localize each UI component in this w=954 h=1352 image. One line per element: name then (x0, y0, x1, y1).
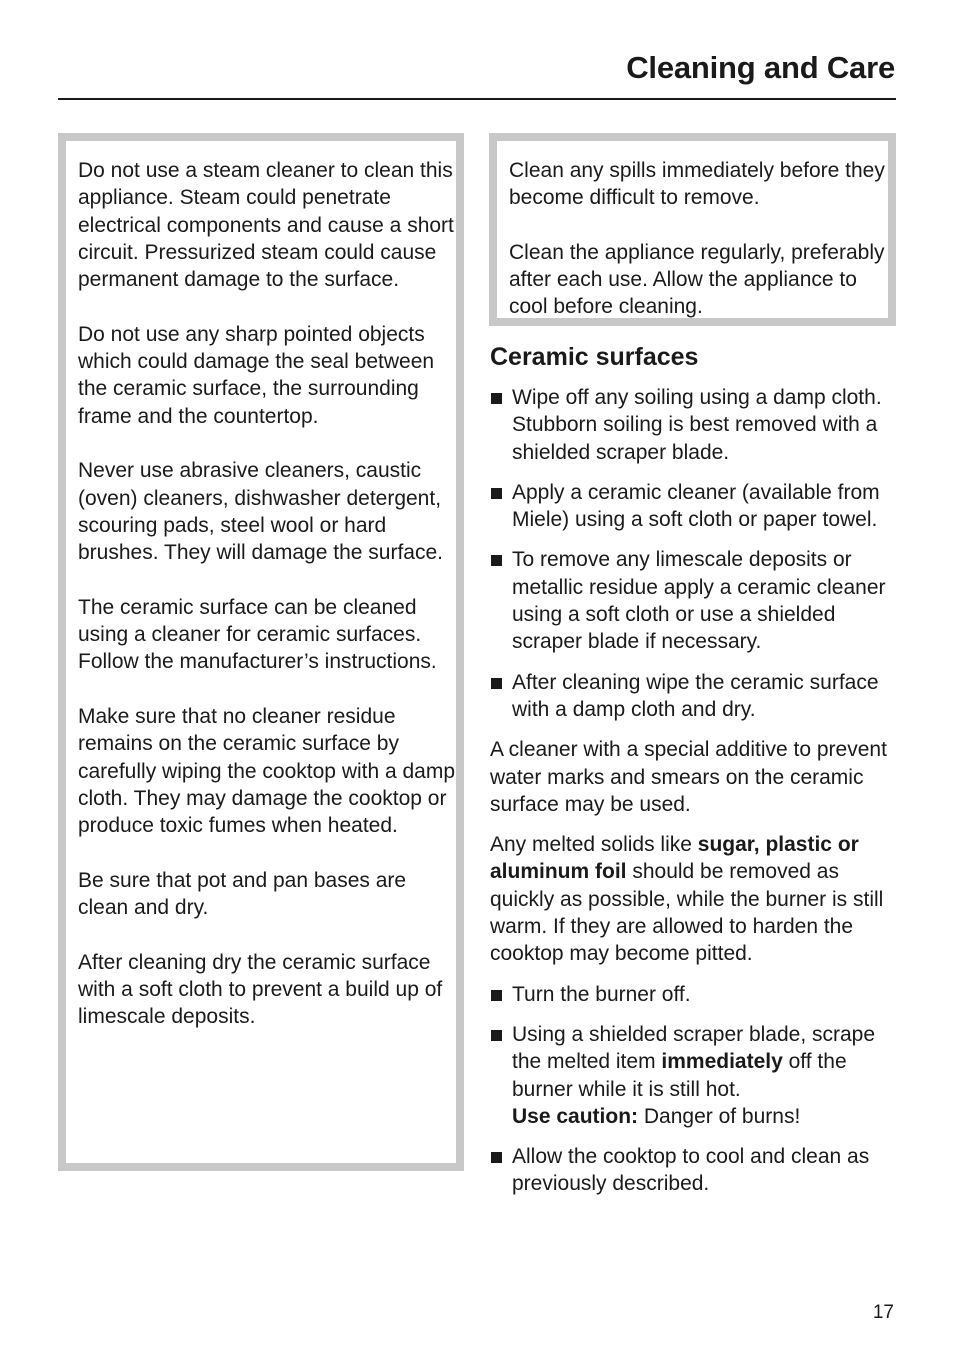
warning-paragraph: Be sure that pot and pan bases are clean and dry. (78, 868, 407, 920)
square-bullet-icon (491, 1152, 502, 1163)
melted-text-2: should be removed as quickly as possible, while the burner is still warm. If they are allowed to harden the cooktop may become pitted. (490, 860, 884, 966)
page-number: 17 (872, 1302, 894, 1323)
scrape-bold-immediately: immediately (661, 1050, 783, 1074)
melted-bold-materials: sugar, plastic or aluminum foil (490, 833, 859, 884)
bullet-list (490, 384, 900, 723)
list-item-text: Allow the cooktop to cool and clean as previously described. (512, 1145, 870, 1196)
warning-box (58, 133, 464, 1171)
list-item (490, 981, 900, 1008)
list-item-text: Apply a ceramic cleaner (available from Miele) using a soft cloth or paper towel. (512, 480, 880, 532)
list-item (490, 384, 900, 466)
square-bullet-icon (491, 555, 502, 566)
list-item-text: After cleaning wipe the ceramic surface with a damp cloth and dry. (512, 670, 879, 721)
list-item-text: To remove any limescale deposits or metallic residue apply a ceramic cleaner using a soft cloth or use a shielded scraper blade if necessary. (512, 548, 886, 654)
warning-paragraph: Never use abrasive cleaners, caustic (oven) cleaners, dishwasher detergent, scouring pads, steel wool or hard brushes. They will damage the surface. (78, 459, 443, 565)
square-bullet-icon (491, 1030, 502, 1041)
tip-paragraph: Clean the appliance regularly, preferably after each use. Allow the appliance to cool before cleaning. (509, 240, 885, 319)
page-title: Cleaning and Care (626, 50, 895, 85)
list-item (490, 546, 900, 655)
melted-solids-paragraph (490, 831, 900, 967)
square-bullet-icon (491, 393, 502, 404)
square-bullet-icon (491, 990, 502, 1001)
melted-text-1: Any melted solids like (490, 833, 698, 857)
list-item-text: Wipe off any soiling using a damp cloth. Stubborn soiling is best removed with a shielded scraper blade. (512, 386, 882, 464)
scrape-text-2: off the burner while it is still hot. (512, 1050, 847, 1101)
scrape-text-1: Using a shielded scraper blade, scrape the melted item (512, 1022, 876, 1074)
list-item (490, 1143, 900, 1198)
list-item (490, 1021, 900, 1130)
caution-text: Danger of burns! (638, 1104, 801, 1128)
list-item-text: Turn the burner off. (512, 982, 691, 1006)
header-rule (58, 98, 896, 100)
section-heading: Ceramic surfaces (490, 343, 699, 371)
warning-paragraph: Do not use a steam cleaner to clean this appliance. Steam could penetrate electrical components and cause a short circuit. Pressurized steam could cause permanent damage to the surface. (78, 159, 454, 292)
list-item (490, 479, 900, 534)
bullet-list (490, 981, 900, 1198)
warning-paragraph: After cleaning dry the ceramic surface with a soft cloth to prevent a build up of limescale deposits. (78, 950, 443, 1029)
square-bullet-icon (491, 678, 502, 689)
warning-paragraph: Make sure that no cleaner residue remains on the ceramic surface by carefully wiping the cooktop with a damp cloth. They may damage the cooktop or produce toxic fumes when heated. (78, 704, 456, 838)
ceramic-section (490, 340, 900, 1211)
list-item-text (512, 1023, 875, 1128)
caution-label: Use caution: (512, 1104, 639, 1128)
tip-paragraph: Clean any spills immediately before they become difficult to remove. (509, 159, 885, 210)
warning-paragraph: Do not use any sharp pointed objects which could damage the seal between the ceramic surface, the surrounding frame and the countertop. (78, 322, 435, 428)
list-item (490, 669, 900, 724)
tip-box (489, 133, 896, 326)
warning-paragraph: The ceramic surface can be cleaned using a cleaner for ceramic surfaces. Follow the manufacturer’s instructions. (78, 595, 437, 674)
additive-paragraph: A cleaner with a special additive to prevent water marks and smears on the ceramic surface may be used. (490, 738, 887, 816)
square-bullet-icon (491, 488, 502, 499)
